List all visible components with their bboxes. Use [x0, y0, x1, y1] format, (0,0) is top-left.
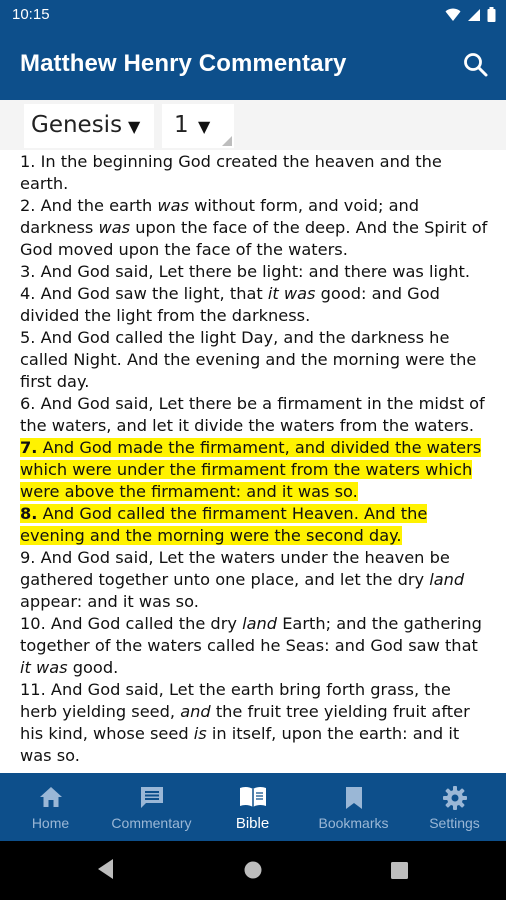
battery-icon	[487, 7, 496, 22]
recents-icon[interactable]	[391, 862, 408, 879]
verse-10[interactable]: 10. And God called the dry land Earth; and the gathering together of the waters called he Seas: and God saw that it was good.	[20, 614, 482, 677]
verse-2[interactable]: 2. And the earth was without form, and void; and darkness was upon the face of the deep. And the Spirit of God moved upon the face of the waters.	[20, 196, 488, 259]
book-select[interactable]	[24, 104, 154, 148]
home-circle-icon[interactable]	[244, 861, 262, 879]
dropdown-arrow-icon: ▼	[128, 117, 141, 136]
verse-5[interactable]: 5. And God called the light Day, and the darkness he called Night. And the evening and the morning were the first day.	[20, 328, 477, 391]
verse-7-highlighted[interactable]: 7. And God made the firmament, and divided the waters which were under the firmament from the waters which were above the firmament: and it was so.	[20, 438, 482, 501]
nav-settings[interactable]	[404, 773, 505, 841]
nav-bookmarks[interactable]	[303, 773, 404, 841]
signal-icon	[467, 8, 481, 22]
gear-icon	[442, 785, 468, 811]
comment-icon	[139, 785, 165, 811]
search-icon	[462, 51, 490, 79]
verse-4[interactable]: 4. And God saw the light, that it was good: and God divided the light from the darkness.	[20, 284, 440, 325]
verse-list	[20, 151, 490, 771]
selector-bar	[0, 100, 506, 150]
nav-settings-label: Settings	[429, 815, 480, 831]
nav-commentary-label: Commentary	[111, 815, 192, 831]
verse-9[interactable]: 9. And God said, Let the waters under the heaven be gathered together unto one place, and let the dry land appear: and it was so.	[20, 548, 465, 611]
chapter-select-value: 1	[174, 112, 189, 138]
verse-8-highlighted[interactable]: 8. And God called the firmament Heaven. And the evening and the morning were the second day.	[20, 504, 428, 545]
book-select-value: Genesis	[31, 112, 123, 138]
wifi-icon	[445, 8, 461, 22]
app-title: Matthew Henry Commentary	[20, 50, 347, 77]
verse-1[interactable]: 1. In the beginning God created the heaven and the earth.	[20, 152, 442, 193]
nav-home[interactable]	[0, 773, 101, 841]
status-bar	[0, 0, 506, 30]
verse-3[interactable]: 3. And God said, Let there be light: and there was light.	[20, 262, 470, 281]
nav-home-label: Home	[31, 815, 70, 831]
bottom-nav	[0, 773, 506, 841]
book-icon	[238, 785, 268, 809]
chapter-select[interactable]	[162, 104, 234, 148]
nav-commentary[interactable]	[101, 773, 202, 841]
verse-6[interactable]: 6. And God said, Let there be a firmament in the midst of the waters, and let it divide the waters from the waters.	[20, 394, 485, 435]
dropdown-arrow-icon: ▼	[198, 117, 211, 136]
app-bar	[0, 30, 506, 100]
nav-bookmarks-label: Bookmarks	[318, 815, 389, 831]
system-nav-bar	[0, 841, 506, 900]
nav-bible-label: Bible	[235, 815, 270, 832]
spinner-corner-icon	[222, 136, 232, 146]
home-icon	[38, 785, 64, 809]
status-time: 10:15	[12, 6, 50, 23]
status-icons	[445, 7, 496, 22]
search-button[interactable]	[462, 51, 490, 79]
verse-11[interactable]: 11. And God said, Let the earth bring forth grass, the herb yielding seed, and the fruit tree yielding fruit after his kind, whose seed is in itself, upon the earth: and it was so.	[20, 680, 470, 765]
bookmark-icon	[344, 785, 364, 811]
nav-bible[interactable]	[202, 773, 303, 841]
back-icon[interactable]	[97, 858, 115, 880]
